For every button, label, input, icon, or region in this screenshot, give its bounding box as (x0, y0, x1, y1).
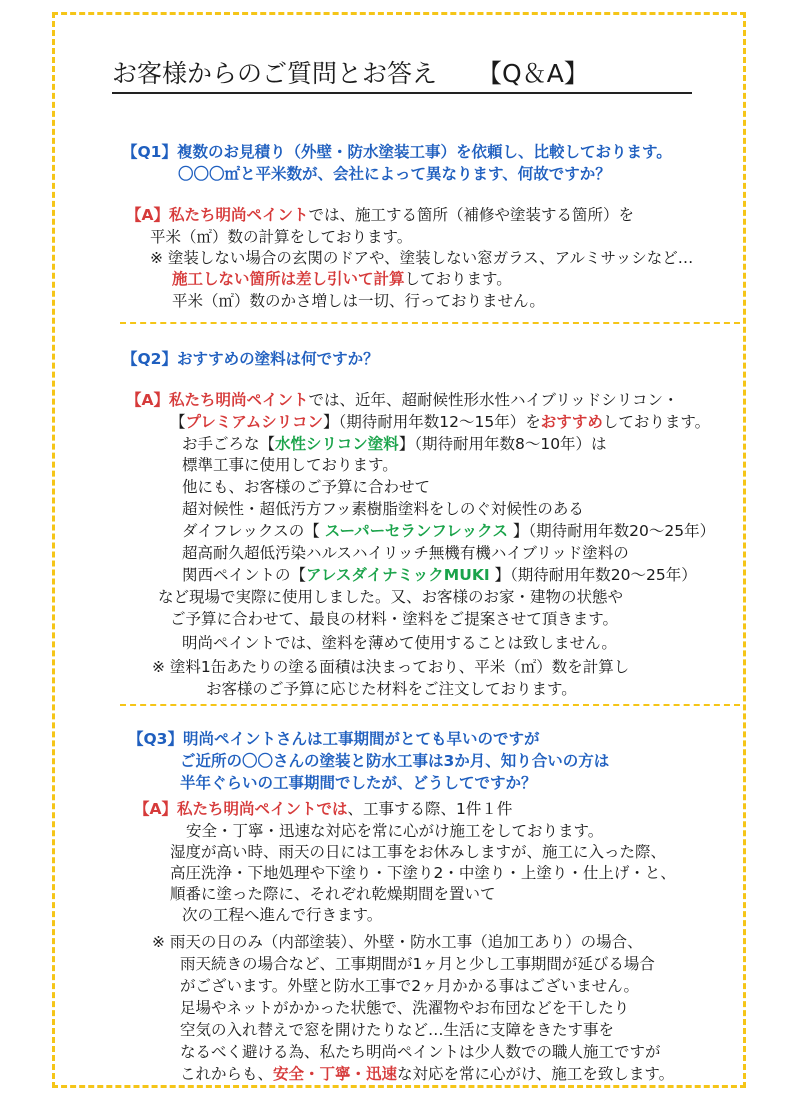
q2-answer-line-1 (126, 388, 679, 410)
q3-question-line-1 (128, 727, 539, 749)
q2-bracket-open: 【 (170, 413, 186, 431)
q1-answer-line-4 (172, 267, 512, 289)
q2-question-line (122, 347, 379, 369)
q2-super-ceran-flex: スーパーセランフレックス (324, 522, 508, 540)
q2-answer-line-12: 明尚ペイントでは、塗料を薄めて使用することは致しません。 (182, 634, 617, 652)
q2-label: 【Q2】 (122, 350, 177, 368)
q3-note-text-7-end: な対応を常に心がけ、施工を致します。 (397, 1065, 675, 1083)
q1-question-line-2: 〇〇〇㎡と平米数が、会社によって異なります、何故ですか？ (178, 165, 611, 183)
q2-answer-label: 【A】 (126, 391, 169, 409)
q3-answer-text-1: 、工事する際、1件１件 (347, 800, 513, 818)
q3-answer-line-6: 次の工程へ進んで行きます。 (182, 906, 383, 924)
q3-answer-company: 私たち明尚ペイントでは (177, 800, 348, 818)
q2-water-silicon: 水性シリコン塗料 (275, 435, 399, 453)
q3-answer-line-3: 湿度が高い時、雨天の日には工事をお休みしますが、施工に入った際、 (170, 843, 667, 861)
q2-answer-line-3 (182, 432, 607, 454)
section-divider-1 (120, 322, 740, 324)
q1-label: 【Q1】 (122, 143, 177, 161)
q1-question-text-1: 複数のお見積り（外壁・防水塗装工事）を依頼し、比較しております。 (176, 143, 672, 161)
q2-answer-line-5: 他にも、お客様のご予算に合わせて (182, 478, 431, 496)
q1-answer-line-5: 平米（㎡）数のかさ増しは一切、行っておりません。 (172, 292, 545, 310)
q2-answer-text-9-end: 】（期待耐用年数20～25年） (489, 566, 697, 584)
q3-note-line-6: なるべく避ける為、私たち明尚ペイントは少人数での職人施工ですが (180, 1043, 661, 1061)
q3-answer-line-2: 安全・丁寧・迅速な対応を常に心がけ施工をしております。 (186, 822, 604, 840)
q3-note-line-4: 足場やネットがかかった状態で、洗濯物やお布団などを干したり (180, 999, 630, 1017)
q1-answer-label: 【A】 (126, 206, 169, 224)
q2-answer-line-2 (170, 410, 710, 432)
q3-answer-line-1 (134, 797, 512, 819)
q2-answer-text-3-pre: お手ごろな【 (182, 435, 276, 453)
q2-premium-silicon: プレミアムシリコン (185, 413, 324, 431)
q3-note-line-1: ※ 雨天の日のみ（内部塗装）、外壁・防水工事（追加工あり）の場合、 (152, 933, 643, 951)
q3-question-line-3: 半年ぐらいの工事期間でしたが、どうしてですか？ (180, 774, 537, 792)
q2-answer-line-10: など現場で実際に使用しました。又、お客様のお家・建物の状態や (158, 588, 624, 606)
q3-question-line-2: ご近所の〇〇さんの塗装と防水工事は3か月、知り合いの方は (180, 752, 610, 770)
q1-answer-highlight: 施工しない箇所は差し引いて計算 (172, 270, 405, 288)
q3-note-text-7-pre: これからも、 (180, 1065, 274, 1083)
q2-ares-dynamic-muki: アレスダイナミックMUKI (306, 566, 490, 584)
q2-answer-text-2: 】（期待耐用年数12～15年）を (323, 413, 541, 431)
q1-answer-text-1: では、施工する箇所（補修や塗装する箇所）を (308, 206, 635, 224)
section-divider-2 (120, 704, 740, 706)
q2-answer-line-13: ※ 塗料1缶あたりの塗る面積は決まっており、平米（㎡）数を計算し (152, 658, 630, 676)
q2-answer-text-1: では、近年、超耐候性形水性ハイブリッドシリコン・ (308, 391, 679, 409)
q2-answer-text-7-end: 】（期待耐用年数20～25年） (507, 522, 716, 540)
q3-note-highlight: 安全・丁寧・迅速 (273, 1065, 398, 1083)
q1-answer-company: 私たち明尚ペイント (169, 206, 309, 224)
q3-note-line-3: がございます。外壁と防水工事で2ヶ月かかる事はございません。 (180, 977, 640, 995)
q2-answer-line-14: お客様のご予算に応じた材料をご注文しております。 (206, 680, 577, 698)
q1-answer-line-1 (126, 203, 634, 225)
q3-answer-line-4: 高圧洗浄・下地処理や下塗り・下塗り2・中塗り・上塗り・仕上げ・と、 (170, 864, 676, 882)
q2-question-text: おすすめの塗料は何ですか？ (176, 350, 379, 368)
title-qa: 【Q＆A】 (477, 59, 589, 88)
q1-question-line-1 (122, 140, 672, 162)
q1-answer-line-2: 平米（㎡）数の計算をしております。 (150, 228, 413, 246)
q2-answer-company: 私たち明尚ペイント (169, 391, 309, 409)
q3-note-line-7 (180, 1062, 674, 1084)
page-title (112, 58, 692, 94)
q1-answer-line-3: ※ 塗装しない場合の玄関のドアや、塗装しない窓ガラス、アルミサッシなど… (150, 249, 694, 267)
q2-answer-line-8: 超高耐久超低汚染ハルスハイリッチ無機有機ハイブリッド塗料の (182, 544, 629, 562)
q3-question-text-1: 明尚ペイントさんは工事期間がとても早いのですが (182, 730, 540, 748)
q3-note-line-2: 雨天続きの場合など、工事期間が1ヶ月と少し工事期間が延びる場合 (180, 955, 655, 973)
q2-answer-text-7-pre: ダイフレックスの【 (182, 522, 325, 540)
q2-answer-line-7 (182, 519, 715, 541)
q3-answer-line-5: 順番に塗った際に、それぞれ乾燥期間を置いて (170, 885, 496, 903)
q2-answer-line-9 (182, 563, 697, 585)
q3-label: 【Q3】 (128, 730, 183, 748)
q2-answer-text-9-pre: 関西ペイントの【 (182, 566, 307, 584)
q3-answer-label: 【A】 (134, 800, 177, 818)
q2-answer-line-4: 標準工事に使用しております。 (182, 456, 398, 474)
q2-answer-line-11: ご予算に合わせて、最良の材料・塗料をご提案させて頂きます。 (170, 610, 618, 628)
q2-answer-text-2-end: しております。 (602, 413, 711, 431)
title-main: お客様からのご質問とお答え (112, 59, 438, 88)
q2-recommend: おすすめ (540, 413, 603, 431)
q2-answer-line-6: 超対候性・超低汚方フッ素樹脂塗料をしのぐ対候性のある (182, 500, 584, 518)
q3-note-line-5: 空気の入れ替えで窓を開けたりなど…生活に支障をきたす事を (180, 1021, 615, 1039)
q2-answer-text-3-end: 】（期待耐用年数8～10年）は (398, 435, 607, 453)
q1-answer-text-4: しております。 (404, 270, 512, 288)
